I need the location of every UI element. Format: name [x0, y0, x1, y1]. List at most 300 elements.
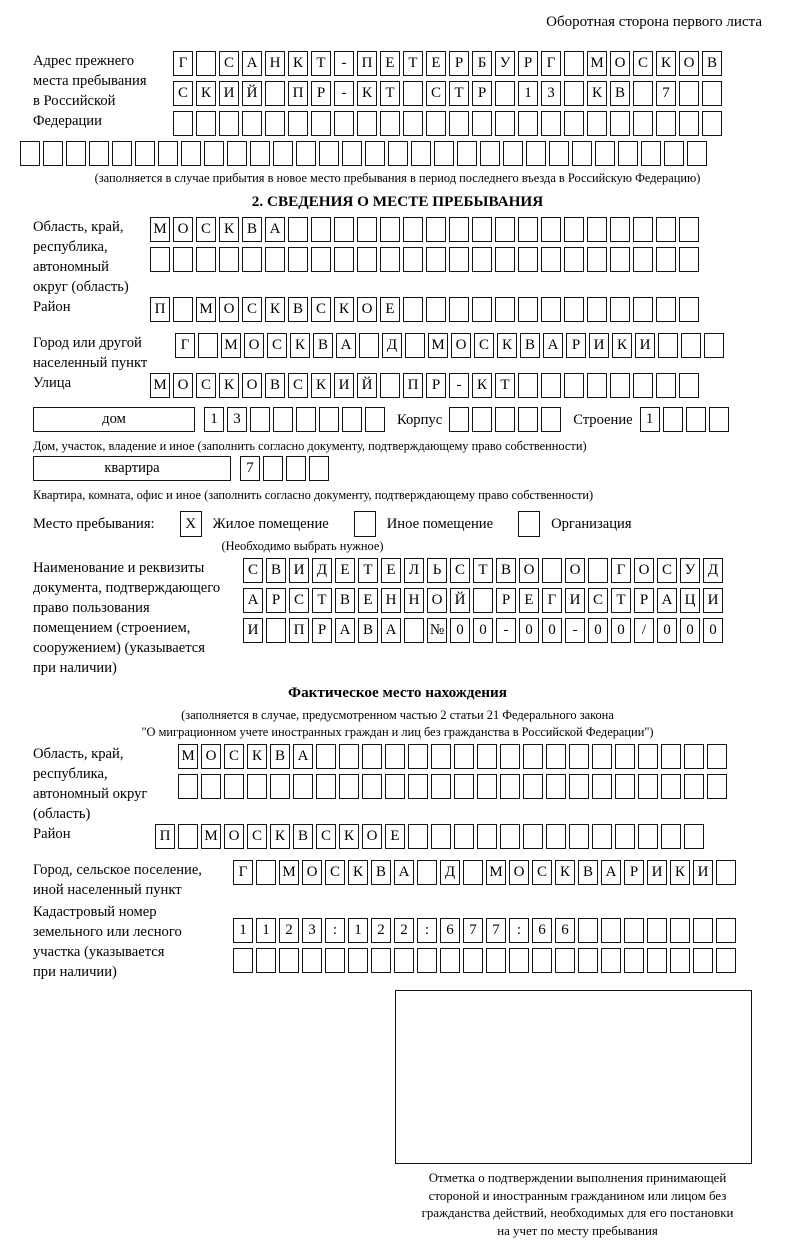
char-cell[interactable] [601, 948, 621, 973]
char-cell[interactable]: 3 [302, 918, 322, 943]
char-cell[interactable] [670, 948, 690, 973]
char-cell[interactable] [670, 918, 690, 943]
char-cell[interactable]: Г [233, 860, 253, 885]
char-cell[interactable] [633, 247, 653, 272]
apartment-cells[interactable] [240, 456, 332, 482]
char-cell[interactable]: 7 [486, 918, 506, 943]
char-cell[interactable]: В [288, 297, 308, 322]
char-cell[interactable] [426, 111, 446, 136]
char-cell[interactable] [656, 297, 676, 322]
char-cell[interactable] [426, 297, 446, 322]
char-cell[interactable] [661, 824, 681, 849]
char-cell[interactable] [523, 744, 543, 769]
char-cell[interactable] [633, 217, 653, 242]
char-cell[interactable]: М [221, 333, 241, 358]
char-cell[interactable]: Н [381, 588, 401, 613]
char-cell[interactable]: С [657, 558, 677, 583]
char-cell[interactable] [679, 111, 699, 136]
char-cell[interactable] [385, 774, 405, 799]
char-cell[interactable] [311, 247, 331, 272]
char-cell[interactable] [486, 948, 506, 973]
char-cell[interactable] [656, 217, 676, 242]
char-cell[interactable] [411, 141, 431, 166]
char-cell[interactable] [434, 141, 454, 166]
char-cell[interactable] [357, 111, 377, 136]
char-cell[interactable]: А [243, 588, 263, 613]
char-cell[interactable] [661, 744, 681, 769]
char-cell[interactable]: О [302, 860, 322, 885]
char-cell[interactable] [296, 407, 316, 432]
char-cell[interactable] [541, 217, 561, 242]
char-cell[interactable] [518, 247, 538, 272]
region-row-1[interactable] [150, 217, 702, 243]
char-cell[interactable] [500, 824, 520, 849]
char-cell[interactable] [89, 141, 109, 166]
char-cell[interactable] [449, 217, 469, 242]
char-cell[interactable] [684, 774, 704, 799]
char-cell[interactable] [417, 860, 437, 885]
char-cell[interactable]: Н [265, 51, 285, 76]
char-cell[interactable] [357, 247, 377, 272]
char-cell[interactable] [286, 456, 306, 481]
char-cell[interactable]: Й [450, 588, 470, 613]
char-cell[interactable] [495, 407, 515, 432]
char-cell[interactable] [417, 948, 437, 973]
char-cell[interactable] [610, 111, 630, 136]
prev-address-row-3[interactable] [173, 111, 725, 137]
char-cell[interactable]: Е [380, 297, 400, 322]
char-cell[interactable]: Й [242, 81, 262, 106]
char-cell[interactable]: - [565, 618, 585, 643]
char-cell[interactable]: 3 [227, 407, 247, 432]
char-cell[interactable] [542, 558, 562, 583]
char-cell[interactable] [270, 774, 290, 799]
char-cell[interactable] [288, 217, 308, 242]
char-cell[interactable]: К [339, 824, 359, 849]
char-cell[interactable]: М [587, 51, 607, 76]
char-cell[interactable]: И [589, 333, 609, 358]
char-cell[interactable]: Г [611, 558, 631, 583]
char-cell[interactable] [633, 111, 653, 136]
char-cell[interactable]: В [266, 558, 286, 583]
char-cell[interactable] [334, 217, 354, 242]
stroenie-cells[interactable] [640, 407, 732, 433]
char-cell[interactable] [707, 774, 727, 799]
char-cell[interactable]: Р [634, 588, 654, 613]
char-cell[interactable]: В [270, 744, 290, 769]
char-cell[interactable] [394, 948, 414, 973]
char-cell[interactable] [601, 918, 621, 943]
char-cell[interactable]: И [219, 81, 239, 106]
char-cell[interactable]: В [293, 824, 313, 849]
prev-address-row-1[interactable] [173, 51, 725, 77]
char-cell[interactable]: С [450, 558, 470, 583]
char-cell[interactable] [495, 81, 515, 106]
char-cell[interactable] [426, 217, 446, 242]
char-cell[interactable]: - [496, 618, 516, 643]
char-cell[interactable] [526, 141, 546, 166]
char-cell[interactable]: К [288, 51, 308, 76]
char-cell[interactable] [693, 948, 713, 973]
char-cell[interactable] [426, 247, 446, 272]
char-cell[interactable] [431, 744, 451, 769]
char-cell[interactable] [564, 81, 584, 106]
char-cell[interactable]: Р [566, 333, 586, 358]
char-cell[interactable]: Е [426, 51, 446, 76]
char-cell[interactable]: 2 [279, 918, 299, 943]
char-cell[interactable]: В [610, 81, 630, 106]
char-cell[interactable]: И [289, 558, 309, 583]
char-cell[interactable] [610, 297, 630, 322]
char-cell[interactable]: Р [518, 51, 538, 76]
char-cell[interactable]: О [224, 824, 244, 849]
char-cell[interactable]: К [656, 51, 676, 76]
char-cell[interactable]: В [520, 333, 540, 358]
char-cell[interactable] [403, 297, 423, 322]
char-cell[interactable] [265, 247, 285, 272]
char-cell[interactable] [716, 948, 736, 973]
char-cell[interactable]: В [702, 51, 722, 76]
char-cell[interactable]: 0 [611, 618, 631, 643]
char-cell[interactable] [647, 948, 667, 973]
char-cell[interactable] [233, 948, 253, 973]
char-cell[interactable]: № [427, 618, 447, 643]
stay-type-checkbox-org[interactable] [518, 511, 540, 537]
char-cell[interactable]: Т [380, 81, 400, 106]
char-cell[interactable]: О [634, 558, 654, 583]
char-cell[interactable] [633, 373, 653, 398]
char-cell[interactable]: 0 [519, 618, 539, 643]
char-cell[interactable] [549, 141, 569, 166]
document-row-3[interactable] [243, 618, 726, 644]
char-cell[interactable] [219, 247, 239, 272]
char-cell[interactable]: Т [358, 558, 378, 583]
char-cell[interactable]: Р [472, 81, 492, 106]
char-cell[interactable]: М [150, 217, 170, 242]
char-cell[interactable] [339, 774, 359, 799]
char-cell[interactable]: С [289, 588, 309, 613]
char-cell[interactable] [564, 373, 584, 398]
char-cell[interactable] [273, 407, 293, 432]
char-cell[interactable] [523, 824, 543, 849]
char-cell[interactable]: С [588, 588, 608, 613]
char-cell[interactable]: У [495, 51, 515, 76]
char-cell[interactable]: Т [312, 588, 332, 613]
char-cell[interactable]: О [173, 217, 193, 242]
region-row-2[interactable] [150, 247, 702, 273]
char-cell[interactable]: 7 [656, 81, 676, 106]
char-cell[interactable] [242, 247, 262, 272]
char-cell[interactable] [702, 111, 722, 136]
char-cell[interactable]: 0 [703, 618, 723, 643]
char-cell[interactable] [43, 141, 63, 166]
char-cell[interactable] [173, 247, 193, 272]
char-cell[interactable] [405, 333, 425, 358]
char-cell[interactable] [656, 247, 676, 272]
char-cell[interactable]: М [428, 333, 448, 358]
char-cell[interactable] [181, 141, 201, 166]
char-cell[interactable] [541, 247, 561, 272]
char-cell[interactable]: С [316, 824, 336, 849]
char-cell[interactable]: Д [382, 333, 402, 358]
char-cell[interactable] [656, 373, 676, 398]
char-cell[interactable] [587, 297, 607, 322]
char-cell[interactable] [564, 111, 584, 136]
char-cell[interactable]: А [242, 51, 262, 76]
char-cell[interactable] [178, 824, 198, 849]
char-cell[interactable]: К [587, 81, 607, 106]
char-cell[interactable]: О [219, 297, 239, 322]
char-cell[interactable]: О [679, 51, 699, 76]
char-cell[interactable] [380, 247, 400, 272]
char-cell[interactable]: Р [426, 373, 446, 398]
char-cell[interactable] [472, 407, 492, 432]
char-cell[interactable]: С [219, 51, 239, 76]
char-cell[interactable] [633, 81, 653, 106]
char-cell[interactable]: 2 [394, 918, 414, 943]
char-cell[interactable] [334, 247, 354, 272]
char-cell[interactable]: Б [472, 51, 492, 76]
char-cell[interactable] [633, 297, 653, 322]
korpus-cells[interactable] [449, 407, 564, 433]
char-cell[interactable] [702, 81, 722, 106]
char-cell[interactable] [679, 297, 699, 322]
char-cell[interactable] [380, 111, 400, 136]
char-cell[interactable]: В [578, 860, 598, 885]
char-cell[interactable] [716, 918, 736, 943]
char-cell[interactable]: 0 [657, 618, 677, 643]
char-cell[interactable]: Р [312, 618, 332, 643]
char-cell[interactable]: А [265, 217, 285, 242]
char-cell[interactable]: С [325, 860, 345, 885]
char-cell[interactable]: О [610, 51, 630, 76]
char-cell[interactable] [250, 141, 270, 166]
char-cell[interactable] [158, 141, 178, 166]
char-cell[interactable] [288, 111, 308, 136]
char-cell[interactable]: А [601, 860, 621, 885]
char-cell[interactable]: 7 [463, 918, 483, 943]
char-cell[interactable] [309, 456, 329, 481]
char-cell[interactable]: М [196, 297, 216, 322]
char-cell[interactable]: Г [541, 51, 561, 76]
char-cell[interactable]: В [242, 217, 262, 242]
char-cell[interactable] [638, 774, 658, 799]
char-cell[interactable] [334, 111, 354, 136]
char-cell[interactable]: К [247, 744, 267, 769]
char-cell[interactable]: О [201, 744, 221, 769]
char-cell[interactable] [569, 824, 589, 849]
char-cell[interactable] [716, 860, 736, 885]
prev-address-row-4[interactable] [20, 141, 762, 167]
char-cell[interactable] [178, 774, 198, 799]
char-cell[interactable] [500, 744, 520, 769]
char-cell[interactable] [518, 407, 538, 432]
char-cell[interactable]: К [265, 297, 285, 322]
char-cell[interactable] [592, 744, 612, 769]
char-cell[interactable] [408, 744, 428, 769]
char-cell[interactable] [263, 456, 283, 481]
char-cell[interactable] [592, 774, 612, 799]
char-cell[interactable] [638, 744, 658, 769]
char-cell[interactable] [541, 407, 561, 432]
char-cell[interactable]: С [288, 373, 308, 398]
char-cell[interactable] [339, 744, 359, 769]
char-cell[interactable] [250, 407, 270, 432]
char-cell[interactable]: М [150, 373, 170, 398]
char-cell[interactable]: А [657, 588, 677, 613]
house-cells[interactable] [204, 407, 388, 433]
char-cell[interactable]: 6 [555, 918, 575, 943]
char-cell[interactable] [541, 373, 561, 398]
char-cell[interactable] [704, 333, 724, 358]
char-cell[interactable] [403, 81, 423, 106]
char-cell[interactable]: С [633, 51, 653, 76]
char-cell[interactable]: О [519, 558, 539, 583]
char-cell[interactable]: К [334, 297, 354, 322]
char-cell[interactable] [316, 774, 336, 799]
actual-city-row[interactable] [233, 860, 739, 886]
char-cell[interactable] [656, 111, 676, 136]
char-cell[interactable] [449, 247, 469, 272]
char-cell[interactable] [463, 860, 483, 885]
char-cell[interactable] [440, 948, 460, 973]
char-cell[interactable] [624, 918, 644, 943]
char-cell[interactable] [587, 373, 607, 398]
actual-region-row-2[interactable] [178, 774, 730, 800]
char-cell[interactable]: Е [335, 558, 355, 583]
char-cell[interactable]: Т [311, 51, 331, 76]
char-cell[interactable] [480, 141, 500, 166]
char-cell[interactable] [388, 141, 408, 166]
stay-type-checkbox-zhiloe[interactable]: X [180, 511, 202, 537]
char-cell[interactable] [403, 217, 423, 242]
char-cell[interactable] [198, 333, 218, 358]
char-cell[interactable]: И [565, 588, 585, 613]
char-cell[interactable] [342, 407, 362, 432]
char-cell[interactable] [408, 774, 428, 799]
char-cell[interactable] [408, 824, 428, 849]
char-cell[interactable]: К [612, 333, 632, 358]
char-cell[interactable]: А [381, 618, 401, 643]
char-cell[interactable]: В [358, 618, 378, 643]
char-cell[interactable] [588, 558, 608, 583]
char-cell[interactable]: С [173, 81, 193, 106]
char-cell[interactable] [679, 247, 699, 272]
char-cell[interactable]: 6 [440, 918, 460, 943]
char-cell[interactable] [196, 111, 216, 136]
char-cell[interactable] [472, 111, 492, 136]
char-cell[interactable]: К [290, 333, 310, 358]
char-cell[interactable] [523, 774, 543, 799]
char-cell[interactable] [457, 141, 477, 166]
char-cell[interactable]: М [178, 744, 198, 769]
char-cell[interactable]: 1 [640, 407, 660, 432]
char-cell[interactable] [472, 247, 492, 272]
char-cell[interactable]: Е [519, 588, 539, 613]
char-cell[interactable]: П [357, 51, 377, 76]
char-cell[interactable]: О [173, 373, 193, 398]
char-cell[interactable] [431, 774, 451, 799]
char-cell[interactable] [150, 247, 170, 272]
char-cell[interactable]: Т [495, 373, 515, 398]
char-cell[interactable]: Р [266, 588, 286, 613]
char-cell[interactable]: 6 [532, 918, 552, 943]
actual-district-row[interactable] [155, 824, 707, 850]
char-cell[interactable] [684, 744, 704, 769]
street-row[interactable] [150, 373, 702, 399]
char-cell[interactable]: Р [311, 81, 331, 106]
char-cell[interactable]: К [497, 333, 517, 358]
char-cell[interactable] [266, 618, 286, 643]
char-cell[interactable]: Т [403, 51, 423, 76]
char-cell[interactable] [587, 217, 607, 242]
char-cell[interactable] [679, 373, 699, 398]
char-cell[interactable] [638, 824, 658, 849]
char-cell[interactable]: Й [357, 373, 377, 398]
char-cell[interactable]: : [417, 918, 437, 943]
char-cell[interactable] [449, 297, 469, 322]
char-cell[interactable] [578, 948, 598, 973]
char-cell[interactable]: Р [449, 51, 469, 76]
char-cell[interactable] [325, 948, 345, 973]
char-cell[interactable]: С [311, 297, 331, 322]
char-cell[interactable]: О [509, 860, 529, 885]
char-cell[interactable] [256, 948, 276, 973]
char-cell[interactable] [647, 918, 667, 943]
char-cell[interactable] [359, 333, 379, 358]
char-cell[interactable] [473, 588, 493, 613]
actual-region-row-1[interactable] [178, 744, 730, 770]
char-cell[interactable] [500, 774, 520, 799]
cadastral-row-2[interactable] [233, 948, 739, 974]
char-cell[interactable] [569, 744, 589, 769]
char-cell[interactable]: К [348, 860, 368, 885]
char-cell[interactable]: К [555, 860, 575, 885]
char-cell[interactable] [173, 111, 193, 136]
char-cell[interactable]: 7 [240, 456, 260, 481]
char-cell[interactable] [564, 217, 584, 242]
char-cell[interactable]: Г [175, 333, 195, 358]
char-cell[interactable]: Т [473, 558, 493, 583]
char-cell[interactable]: А [543, 333, 563, 358]
char-cell[interactable]: К [219, 373, 239, 398]
char-cell[interactable] [610, 373, 630, 398]
char-cell[interactable] [265, 81, 285, 106]
char-cell[interactable]: В [313, 333, 333, 358]
char-cell[interactable]: 1 [518, 81, 538, 106]
char-cell[interactable]: - [334, 81, 354, 106]
char-cell[interactable] [357, 217, 377, 242]
char-cell[interactable]: В [335, 588, 355, 613]
char-cell[interactable] [615, 774, 635, 799]
char-cell[interactable] [247, 774, 267, 799]
char-cell[interactable] [503, 141, 523, 166]
char-cell[interactable] [564, 297, 584, 322]
char-cell[interactable] [472, 297, 492, 322]
char-cell[interactable] [454, 744, 474, 769]
char-cell[interactable]: К [357, 81, 377, 106]
char-cell[interactable] [385, 744, 405, 769]
char-cell[interactable] [288, 247, 308, 272]
char-cell[interactable]: П [155, 824, 175, 849]
char-cell[interactable]: 1 [204, 407, 224, 432]
char-cell[interactable]: Е [381, 558, 401, 583]
char-cell[interactable]: С [242, 297, 262, 322]
char-cell[interactable] [555, 948, 575, 973]
char-cell[interactable]: 0 [450, 618, 470, 643]
char-cell[interactable] [679, 81, 699, 106]
char-cell[interactable] [569, 774, 589, 799]
